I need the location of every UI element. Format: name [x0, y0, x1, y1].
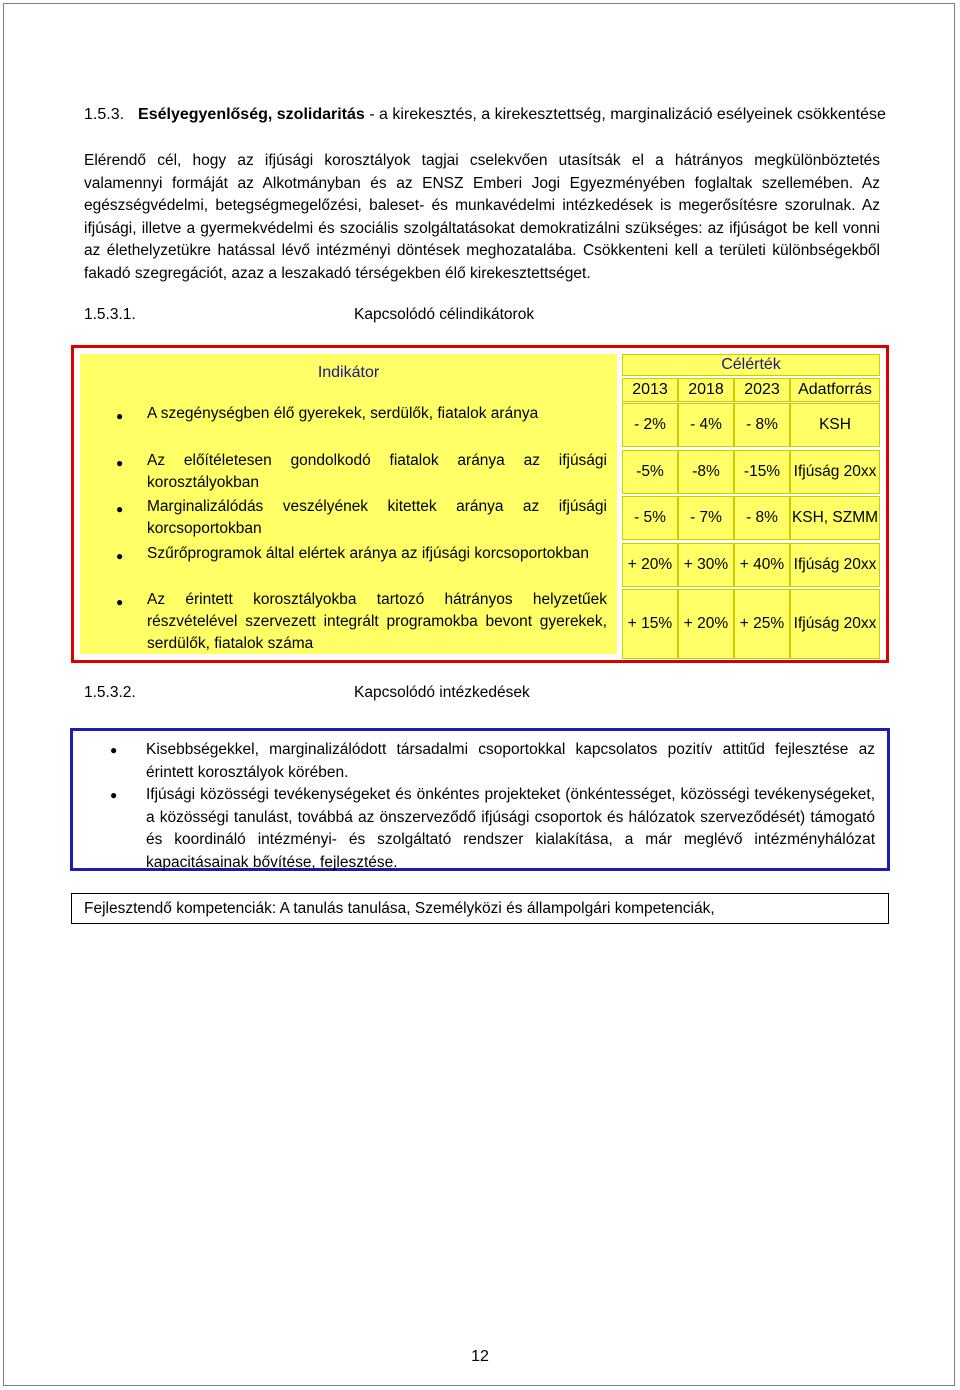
source-cell: Ifjúság 20xx: [790, 589, 880, 659]
bullet-icon: ●: [116, 455, 124, 470]
measures-heading: [84, 684, 530, 702]
indicator-text: Marginalizálódás veszélyének kitettek aránya az ifjúsági korcsoportokban: [147, 498, 607, 537]
indicator-row: [80, 403, 617, 450]
measures-box: [70, 728, 890, 871]
value-cell: + 40%: [734, 543, 790, 587]
value-cell: - 8%: [734, 403, 790, 447]
source-cell: Ifjúság 20xx: [790, 543, 880, 587]
measure-item: [73, 739, 887, 784]
source-cell: KSH: [790, 403, 880, 447]
bullet-icon: ●: [116, 548, 124, 563]
indicator-row: [80, 496, 617, 543]
value-cell: -15%: [734, 450, 790, 494]
bullet-icon: ●: [110, 743, 118, 757]
value-cell: - 2%: [622, 403, 678, 447]
indicator-row: [80, 589, 617, 659]
bullet-icon: ●: [116, 502, 124, 516]
measures-number: 1.5.3.2.: [84, 684, 136, 701]
bullet-icon: ●: [110, 788, 118, 802]
value-cell: + 20%: [622, 543, 678, 587]
value-cell: - 7%: [678, 496, 734, 540]
source-header: Adatforrás: [790, 378, 880, 402]
indicator-text: Az előítéletesen gondolkodó fiatalok aránya az ifjúsági korosztályokban: [147, 451, 607, 491]
measures-title: Kapcsolódó intézkedések: [354, 684, 530, 701]
section-title-bold: Esélyegyenlőség, szolidaritás: [138, 106, 365, 123]
measure-text: Kisebbségekkel, marginalizálódott társadalmi csoportokkal kapcsolatos pozitív attitűd fejlesztése az érintett korosztályok körében.: [146, 741, 875, 781]
source-cell: Ifjúság 20xx: [790, 450, 880, 494]
section-title: [84, 106, 886, 124]
indicators-number: 1.5.3.1.: [84, 306, 136, 323]
year-header: 2013: [622, 378, 678, 402]
section-number: 1.5.3.: [84, 106, 125, 123]
value-cell: + 30%: [678, 543, 734, 587]
value-cell: -5%: [622, 450, 678, 494]
value-cell: - 5%: [622, 496, 678, 540]
indicator-column: [80, 354, 617, 654]
target-values: [622, 354, 880, 654]
measure-text: Ifjúsági közösségi tevékenységeket és önkéntes projekteket (önkéntességet, közösségi tevékenységeket, a közösségi tanulást, továbbá az önszerveződő ifjúsági csoportok és hálózatok szerveződését) támogató és koordináló intézményi- és szolgáltató rendszer kialakítása, a már meglévő intézményhálózat kapacitásainak bővítése, fejlesztése.: [146, 786, 875, 871]
year-header: 2018: [678, 378, 734, 402]
measures-list: [73, 739, 887, 874]
measure-item: [73, 784, 887, 874]
intro-paragraph: [84, 150, 880, 286]
indicator-row: [80, 450, 617, 497]
source-cell: KSH, SZMM: [790, 496, 880, 540]
value-cell: + 15%: [622, 589, 678, 659]
bullet-icon: ●: [116, 409, 124, 423]
value-cell: - 4%: [678, 403, 734, 447]
value-cell: -8%: [678, 450, 734, 494]
value-cell: - 8%: [734, 496, 790, 540]
indicator-text: Szűrőprogramok által elértek aránya az ifjúsági korcsoportokban: [147, 544, 589, 562]
indicators-title: Kapcsolódó célindikátorok: [354, 306, 535, 323]
indicator-header: Indikátor: [317, 364, 380, 381]
year-header: 2023: [734, 378, 790, 402]
bullet-icon: ●: [116, 595, 124, 609]
indicator-list: [80, 403, 617, 659]
indicators-heading: [84, 306, 534, 324]
indicator-text: A szegénységben élő gyerekek, serdülők, fiatalok aránya: [147, 405, 539, 422]
indicator-table: [71, 345, 889, 663]
page-number: 12: [471, 1348, 489, 1365]
competences-box: Fejlesztendő kompetenciák: A tanulás tanulása, Személyközi és állampolgári kompetenciák,: [71, 893, 889, 924]
value-cell: + 20%: [678, 589, 734, 659]
intro-text: Elérendő cél, hogy az ifjúsági korosztályok tagjai cselekvően utasítsák el a hátrányos megkülönböztetés valamennyi formáját az Alkotmányban és az ENSZ Emberi Jogi Egyezményében foglaltak szellemében. Az egészségvédelmi, betegségmegelőzési, baleset- és munkavédelmi intézkedések is megerősítésre szorulnak. Az ifjúsági, illetve a gyermekvédelmi és szociális szolgáltatásokat demokratizálni szükséges: az ifjúságot be kell vonni az élethelyzetükre hatással lévő intézményi döntések meghozatalába. Csökkenteni kell a területi különbségekből fakadó szegregációt, azaz a leszakadó térségekben élő kirekesztettséget.: [84, 152, 880, 282]
value-cell: + 25%: [734, 589, 790, 659]
section-title-rest: - a kirekesztés, a kirekesztettség, marginalizáció esélyeinek csökkentése: [364, 106, 886, 123]
indicator-text: Az érintett korosztályokba tartozó hátrányos helyzetűek részvételével szervezett integrált programokba bevont gyerekek, serdülők, fiatalok száma: [147, 591, 607, 652]
target-header: Célérték: [622, 354, 880, 376]
indicator-row: [80, 543, 617, 590]
